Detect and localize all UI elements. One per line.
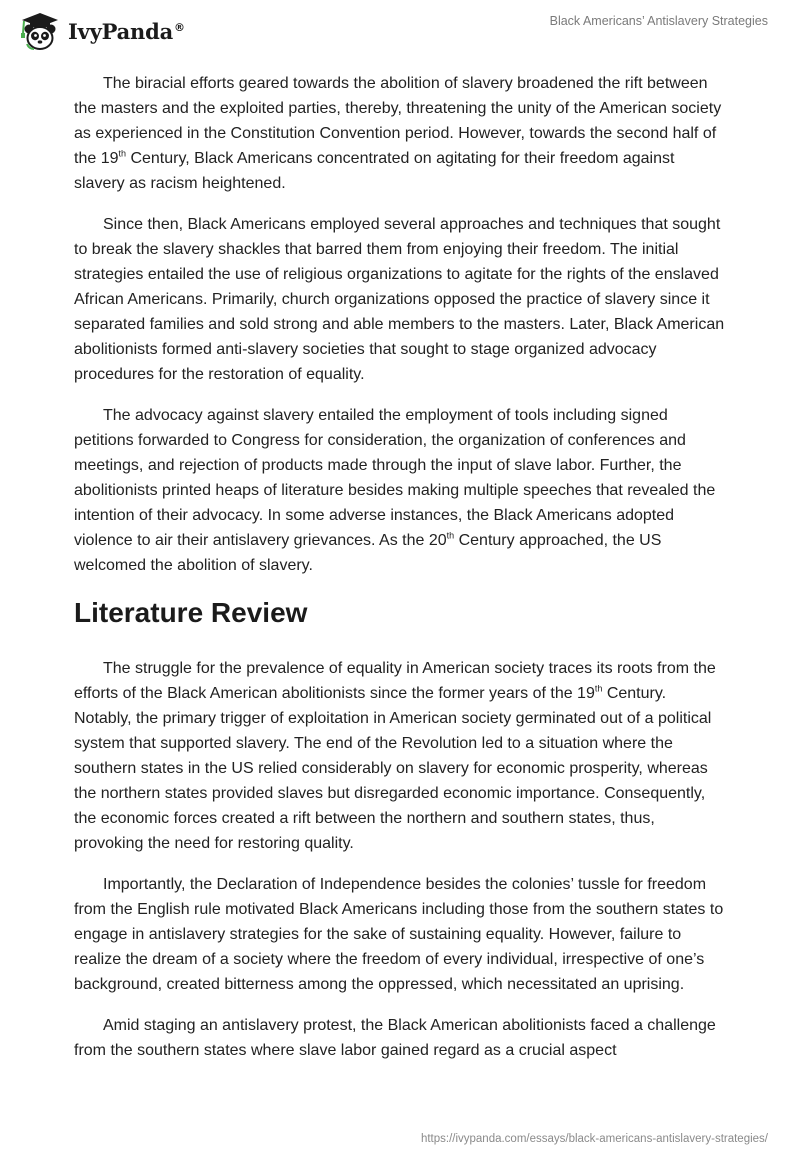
panda-graduate-icon — [16, 11, 62, 51]
running-title: Black Americans’ Antislavery Strategies — [549, 14, 768, 28]
ordinal-suffix: th — [446, 530, 455, 541]
paragraph-text: Century, Black Americans concentrated on agitating for their freedom against slavery as racism heightened. — [74, 150, 675, 192]
source-url[interactable]: https://ivypanda.com/essays/black-americans-antislavery-strategies/ — [420, 1133, 768, 1145]
paragraph-text: Since then, Black Americans employed several approaches and techniques that sought to break the slavery shackles that barred them from enjoying their freedom. The initial strategies entailed the use of religious organizations to agitate for the rights of the enslaved African Americans. Primarily, church organizations opposed the practice of slavery since it separated families and sold strong and able members to the masters. Later, Black American abolitionists formed anti-slavery societies that sought to stage organized advocacy procedures for the restoration of equality. — [74, 216, 725, 383]
paragraph-text: Century approached, the US welcomed the abolition of slavery. — [74, 532, 662, 574]
paragraph — [74, 212, 726, 387]
paragraph-text: The struggle for the prevalence of equality in American society traces its roots from the efforts of the Black American abolitionists since the former years of the 19 — [74, 660, 716, 702]
paragraph — [74, 656, 726, 856]
paragraph-text: Importantly, the Declaration of Independence besides the colonies’ tussle for freedom from the English rule motivated Black Americans including those from the southern states to engage in antislavery strategies for the sake of sustaining equality. However, failure to realize the dream of a society where the freedom of every individual, irrespective of one’s background, created bitterness among the oppressed, which necessitated an uprising. — [74, 876, 724, 993]
ordinal-suffix: th — [594, 683, 603, 694]
paragraph-text: Century. Notably, the primary trigger of exploitation in American society germinated out of a political system that supported slavery. The end of the Revolution led to a situation where the southern states in the US relied considerably on slavery for economic prosperity, whereas the northern states provided slaves but disregarded economic importance. Consequently, the economic forces created a rift between the northern and southern states, thus, provoking the need for restoring quality. — [74, 685, 712, 852]
essay-content — [74, 71, 726, 1079]
paragraph-text: The advocacy against slavery entailed the employment of tools including signed petitions forwarded to Congress for consideration, the organization of conferences and meetings, and rejection of products made through the input of slave labor. Further, the abolitionists printed heaps of literature besides making multiple speeches that revealed the intention of their advocacy. In some adverse instances, the Black Americans adopted violence to air their antislavery grievances. As the 20 — [74, 407, 716, 549]
paragraph-text: The biracial efforts geared towards the abolition of slavery broadened the rift between the masters and the exploited parties, thereby, threatening the unity of the American society as experienced in the Constitution Convention period. However, towards the second half of the 19 — [74, 75, 722, 167]
ordinal-suffix: th — [118, 148, 126, 159]
paragraph — [74, 403, 726, 578]
paragraph-text: Amid staging an antislavery protest, the Black American abolitionists faced a challenge from the southern states where slave labor gained regard as a crucial aspect — [74, 1017, 716, 1059]
paragraph — [74, 1013, 726, 1063]
brand-name — [68, 18, 185, 44]
page-header — [0, 0, 800, 60]
paragraph — [74, 71, 726, 196]
section-heading: Literature Review — [74, 597, 308, 628]
paragraph — [74, 872, 726, 997]
brand-text: IvyPanda — [68, 18, 174, 44]
ivypanda-logo[interactable] — [16, 11, 185, 51]
registered-mark: ® — [174, 20, 185, 34]
